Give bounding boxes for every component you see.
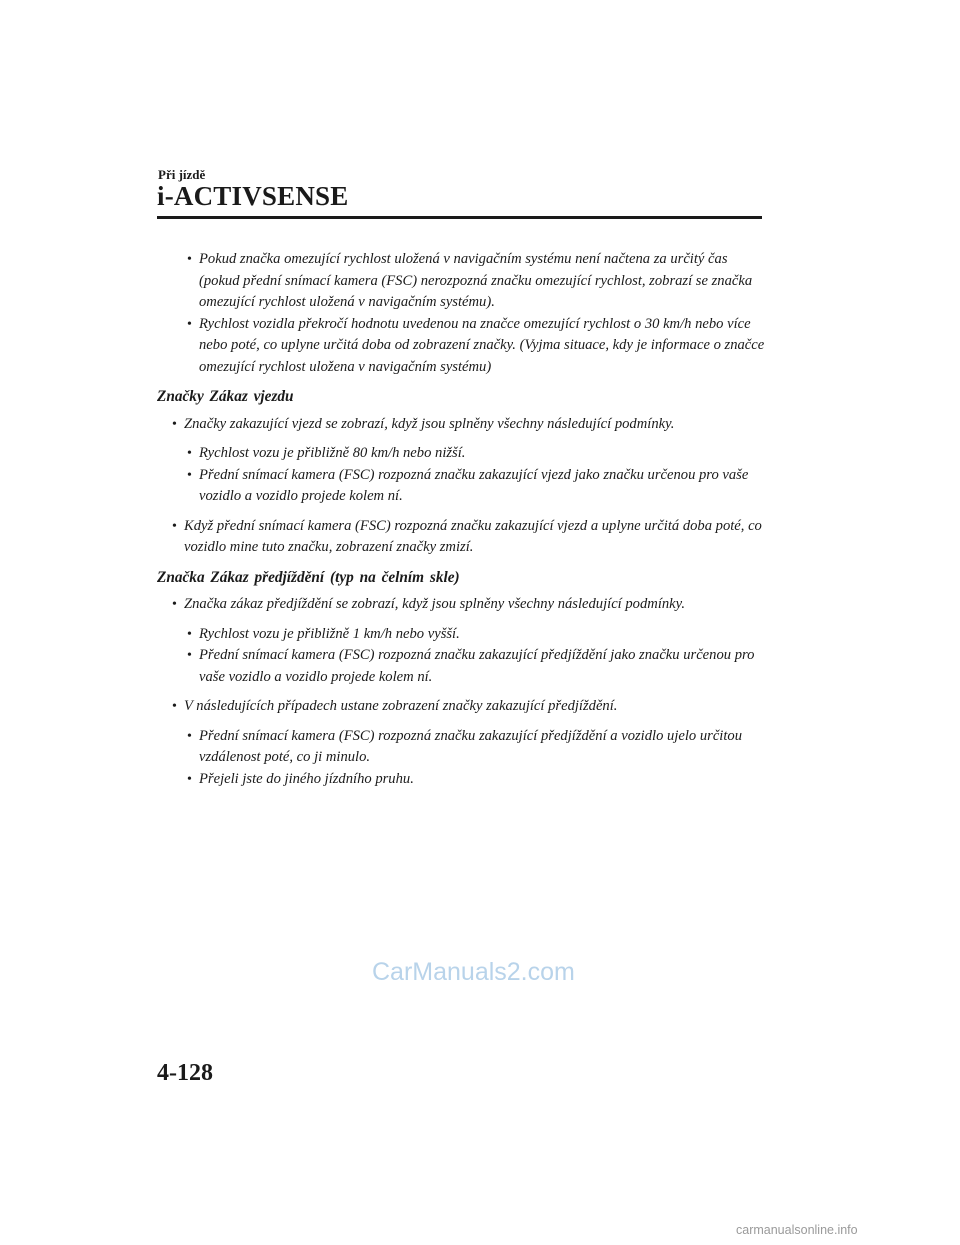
list-item-text: Rychlost vozu je přibližně 80 km/h nebo nižší. [199, 445, 466, 461]
list-item [157, 726, 769, 769]
conditions-group-2 [157, 443, 769, 508]
bullet-icon: • [187, 728, 192, 744]
list-item-text: Přejeli jste do jiného jízdního pruhu. [199, 770, 414, 787]
list-item [157, 314, 769, 379]
bullet-icon: • [187, 446, 192, 461]
bullet-icon: • [187, 467, 192, 483]
list-item [157, 414, 769, 436]
page-title: i-ACTIVSENSE [157, 181, 349, 211]
bullet-icon: • [187, 626, 192, 642]
page-number: 4-128 [157, 1060, 213, 1086]
bullet-icon: • [172, 699, 177, 714]
bullet-icon: • [172, 518, 177, 534]
section-heading-no-entry: Značky Zákaz vjezdu [157, 388, 294, 405]
list-item [157, 624, 769, 646]
list-item [157, 516, 769, 559]
bullet-icon: • [187, 316, 192, 332]
list-item-text: V následujících případech ustane zobrazení značky zakazující předjíždění. [184, 698, 618, 714]
bullet-icon: • [172, 416, 177, 432]
list-item-text: Přední snímací kamera (FSC) rozpozná značku zakazující předjíždění a vozidlo ujelo určitou vzdálenost poté, co ji minulo. [199, 727, 743, 765]
conditions-group-1 [157, 249, 769, 378]
list-item [157, 696, 769, 718]
list-item [157, 443, 769, 465]
list-item-text: Přední snímací kamera (FSC) rozpozná značku zakazující vjezd jako značku určenou pro vaše vozidlo a vozidlo projede kolem ní. [199, 466, 749, 504]
bullet-icon: • [187, 252, 192, 267]
conditions-group-4 [157, 726, 769, 791]
list-item-text: Pokud značka omezující rychlost uložená v navigačním systému není načtena za určitý čas (pokud přední snímací kamera (FSC) nerozpozná značku omezující rychlost, zobrazí se značka omezující rychlost uložená v navigačním systému). [199, 251, 753, 310]
list-item-text: Značky zakazující vjezd se zobrazí, když jsou splněny všechny následující podmínky. [184, 415, 675, 432]
title-divider [157, 216, 762, 219]
footer-watermark: carmanualsonline.info [736, 1223, 858, 1237]
bullet-icon: • [172, 597, 177, 612]
list-item-text: Značka zákaz předjíždění se zobrazí, když jsou splněny všechny následující podmínky. [184, 596, 685, 612]
list-item [157, 594, 769, 616]
list-item [157, 465, 769, 508]
watermark-logo: CarManuals2.com [372, 958, 575, 986]
section-heading-no-overtaking: Značka Zákaz předjíždění (typ na čelním skle) [157, 568, 460, 586]
list-item-text: Rychlost vozidla překročí hodnotu uvedenou na značce omezující rychlost o 30 km/h nebo více nebo poté, co uplyne určitá doba od zobrazení značky. (Vyjma situace, kdy je informace o značce omezující rychlost uložena v navigačním systému) [199, 315, 765, 375]
list-item [157, 769, 769, 791]
list-item-text: Přední snímací kamera (FSC) rozpozná značku zakazující předjíždění jako značku určenou pro vaše vozidlo a vozidlo projede kolem ní. [199, 647, 755, 685]
list-item [157, 249, 769, 314]
bullet-icon: • [187, 771, 192, 787]
list-item [157, 645, 769, 688]
list-item-text: Rychlost vozu je přibližně 1 km/h nebo vyšší. [199, 625, 460, 642]
conditions-group-3 [157, 624, 769, 689]
document-body [157, 249, 769, 798]
bullet-icon: • [187, 648, 192, 663]
list-item-text: Když přední snímací kamera (FSC) rozpozná značku zakazující vjezd a uplyne určitá doba poté, co vozidlo mine tuto značku, zobrazení značky zmizí. [184, 517, 762, 555]
section-label: Při jízdě [158, 167, 206, 182]
